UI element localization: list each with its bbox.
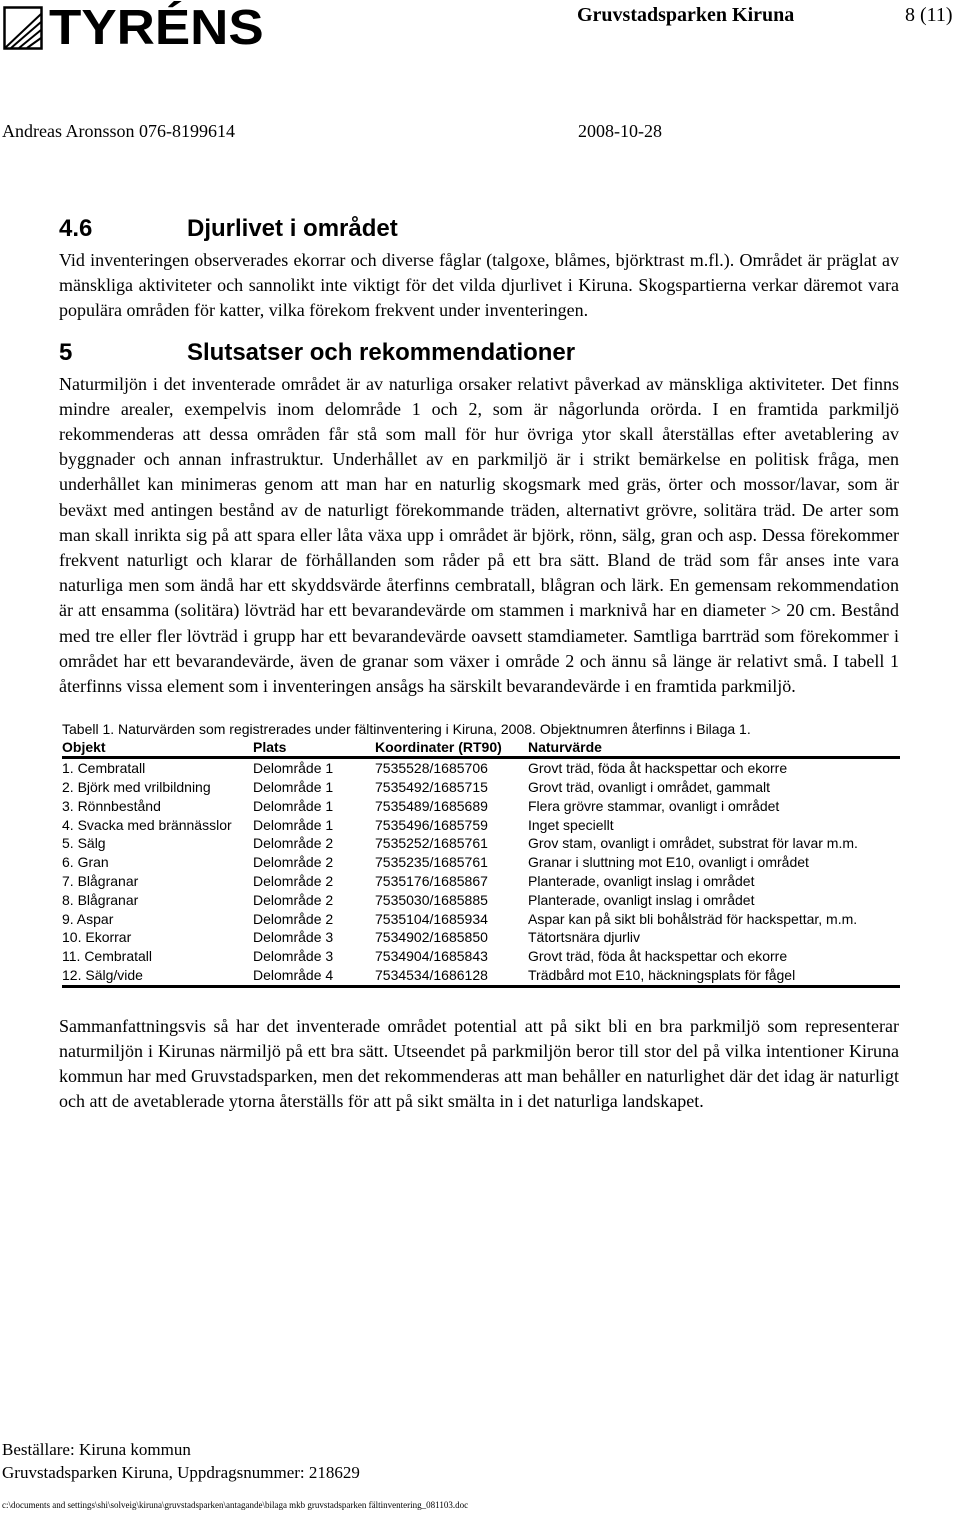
footer-client: Beställare: Kiruna kommun xyxy=(2,1440,191,1459)
column-header: Koordinater (RT90) xyxy=(375,739,528,758)
table-cell: 7535104/1685934 xyxy=(375,910,488,927)
table-cell: 4. Svacka med brännässlor xyxy=(62,816,232,833)
section-title: Djurlivet i området xyxy=(187,215,398,242)
table-cell: Delområde 1 xyxy=(253,779,334,796)
document-date: 2008-10-28 xyxy=(578,121,662,141)
table-cell: Planterade, ovanligt inslag i området xyxy=(528,891,755,908)
table-cell: 6. Gran xyxy=(62,854,109,871)
table-cell: 7534904/1685843 xyxy=(375,948,488,965)
table-cell: Delområde 3 xyxy=(253,929,334,946)
table-cell: 7535496/1685759 xyxy=(375,816,488,833)
table-row xyxy=(62,834,900,853)
table-cell: Tätortsnära djurliv xyxy=(528,929,641,946)
table-cell: 3. Rönnbestånd xyxy=(62,797,161,814)
table-cell: Delområde 1 xyxy=(253,816,334,833)
table-cell: 2. Björk med vrilbildning xyxy=(62,779,211,796)
section-4-6-heading xyxy=(59,210,899,248)
table-cell: Grovt träd, ovanligt i området, gammalt xyxy=(528,779,770,796)
page-content xyxy=(59,210,899,1115)
table-row xyxy=(62,966,900,986)
table-cell: Delområde 2 xyxy=(253,891,334,908)
tyrens-logo-mark-icon xyxy=(3,6,43,50)
table-cell: 7535492/1685715 xyxy=(375,779,488,796)
section-5-paragraph: Naturmiljön i det inventerade området är av naturliga orsaker relativt påverkad av mänskliga aktiviteter. Det finns mindre arealer, exempelvis inom delområde 1 och 2, som är någorlunda orörda. I en framtida parkmiljö rekommenderas att dessa områden får stå som mall för hur övriga ytor skall återställas efter avetablering av byggnader och annan infrastruktur. Underhållet av en parkmiljö är i strikt bemärkelse en politisk fråga, men underhållet kan minimeras genom att man har en naturlig skogsmark med gräs, örter och mossor/lavar, som är beväxt med antingen bestånd av de naturligt förekommande träden, alternativt grövre, solitära träd. De arter som man skall inrikta sig på att spara eller låta växa upp i området är björk, rönn, sälg, gran och asp. Dessa förekommer frekvent naturligt och klarar de förhållanden som råder på ett bra sätt. Bland de träd som får anses inte vara naturliga men som ändå har ett skyddsvärde återfinns cembratall, blågran och lärk. En gemensam rekommendation är att ensamma (solitära) lövträd har ett bevarandevärde om stammen i marknivå har en diameter > 20 cm. Bestånd med tre eller fler lövträd i grupp har ett bevarandevärde oavsett stamdiameter. Samtliga barrträd som förekommer i området har ett bevarandevärde, även de granar som växer i område 2 och ännu så länge är relativt små. I tabell 1 återfinns vissa element som i inventeringen ansågs ha särskilt bevarandevärde i en framtida parkmiljö. xyxy=(59,373,899,697)
company-logo xyxy=(3,1,264,55)
table-row xyxy=(62,891,900,910)
table-cell: 12. Sälg/vide xyxy=(62,966,253,986)
table-cell: Planterade, ovanligt inslag i området xyxy=(528,873,755,890)
table-cell: Delområde 1 xyxy=(253,760,334,777)
table-cell: Aspar kan på sikt bli bohålsträd för hackspettar, m.m. xyxy=(528,910,858,927)
table-cell: 7535252/1685761 xyxy=(375,835,488,852)
table-cell: Granar i sluttning mot E10, ovanligt i området xyxy=(528,854,809,871)
table-cell: 7535528/1685706 xyxy=(375,760,488,777)
section-number: 5 xyxy=(59,338,73,366)
table-row xyxy=(62,797,900,816)
table-cell: Delområde 2 xyxy=(253,873,334,890)
footer-file-path: c:\documents and settings\shi\solveig\kiruna\gruvstadsparken\antagande\bilaga mkb gruvstadsparken fältinventering_081103.doc xyxy=(2,1500,469,1510)
column-header: Plats xyxy=(253,739,375,758)
summary-paragraph: Sammanfattningsvis så har det inventerade området potential att på sikt bli en bra parkmiljö som representerar naturmiljön i Kirunas närmiljö på ett bra sätt. Utseendet på parkmiljön beror till stor del på vilka intentioner Kiruna kommun har med Gruvstadsparken, men det rekommenderas att man behåller en naturlighet där det idag är naturligt och att de avetablerade ytorna återställs för att på sikt smälta in i det naturliga landskapet. xyxy=(59,1015,899,1112)
table-cell: Trädbård mot E10, häckningsplats för fågel xyxy=(528,966,900,986)
table-row xyxy=(62,910,900,929)
logo-text: TYRÉNS xyxy=(49,1,264,55)
table-cell: 1. Cembratall xyxy=(62,760,146,777)
page-number: 8 (11) xyxy=(905,4,953,26)
table-header-row xyxy=(62,739,900,758)
section-5-heading xyxy=(59,334,899,372)
table-cell: Grovt träd, föda åt hackspettar och ekorre xyxy=(528,948,788,965)
table-cell: 7534902/1685850 xyxy=(375,929,488,946)
table-cell: Delområde 3 xyxy=(253,948,334,965)
table-caption: Tabell 1. Naturvärden som registrerades under fältinventering i Kiruna, 2008. Objektnumren återfinns i Bilaga 1. xyxy=(62,721,751,738)
table-cell: Delområde 2 xyxy=(253,835,334,852)
table-row xyxy=(62,853,900,872)
document-title: Gruvstadsparken Kiruna xyxy=(577,4,795,26)
table-row xyxy=(62,758,900,778)
table-cell: 7534534/1686128 xyxy=(375,966,528,986)
table-cell: Inget speciellt xyxy=(528,816,614,833)
table-cell: Delområde 2 xyxy=(253,854,334,871)
table-cell: 7535176/1685867 xyxy=(375,873,488,890)
table-cell: Delområde 1 xyxy=(253,797,334,814)
table-cell: 10. Ekorrar xyxy=(62,929,132,946)
table-row xyxy=(62,947,900,966)
table-cell: 7535030/1685885 xyxy=(375,891,488,908)
footer-project: Gruvstadsparken Kiruna, Uppdragsnummer: 218629 xyxy=(2,1463,360,1482)
table-cell: 7535235/1685761 xyxy=(375,854,488,871)
table-row xyxy=(62,928,900,947)
table-cell: 5. Sälg xyxy=(62,835,106,852)
section-4-6-paragraph: Vid inventeringen observerades ekorrar och diverse fåglar (talgoxe, blåmes, björktrast m.fl.). Området är präglat av mänskliga aktiviteter och sannolikt inte viktigt för det vilda djurlivet i Kiruna. Skogspartierna verkar däremot vara populära områden för katter, vilka förekom frekvent under inventeringen. xyxy=(59,250,899,321)
column-header: Naturvärde xyxy=(528,739,900,758)
table-cell: Flera grövre stammar, ovanligt i området xyxy=(528,797,780,814)
table-cell: Grovt träd, föda åt hackspettar och ekorre xyxy=(528,760,788,777)
table-cell: Delområde 4 xyxy=(253,966,375,986)
table-cell: Delområde 2 xyxy=(253,910,334,927)
section-title: Slutsatser och rekommendationer xyxy=(187,338,576,366)
table-cell: 8. Blågranar xyxy=(62,891,139,908)
table-cell: 9. Aspar xyxy=(62,910,114,927)
column-header: Objekt xyxy=(62,739,253,758)
table-cell: 11. Cembratall xyxy=(62,948,153,965)
nature-values-table xyxy=(62,739,900,988)
table-row xyxy=(62,816,900,835)
section-number: 4.6 xyxy=(59,215,93,242)
table-row xyxy=(62,872,900,891)
table-row xyxy=(62,778,900,797)
table-cell: Grov stam, ovanligt i området, substrat för lavar m.m. xyxy=(528,835,858,852)
author-contact: Andreas Aronsson 076-8199614 xyxy=(2,121,235,141)
table-cell: 7535489/1685689 xyxy=(375,797,488,814)
table-cell: 7. Blågranar xyxy=(62,873,139,890)
